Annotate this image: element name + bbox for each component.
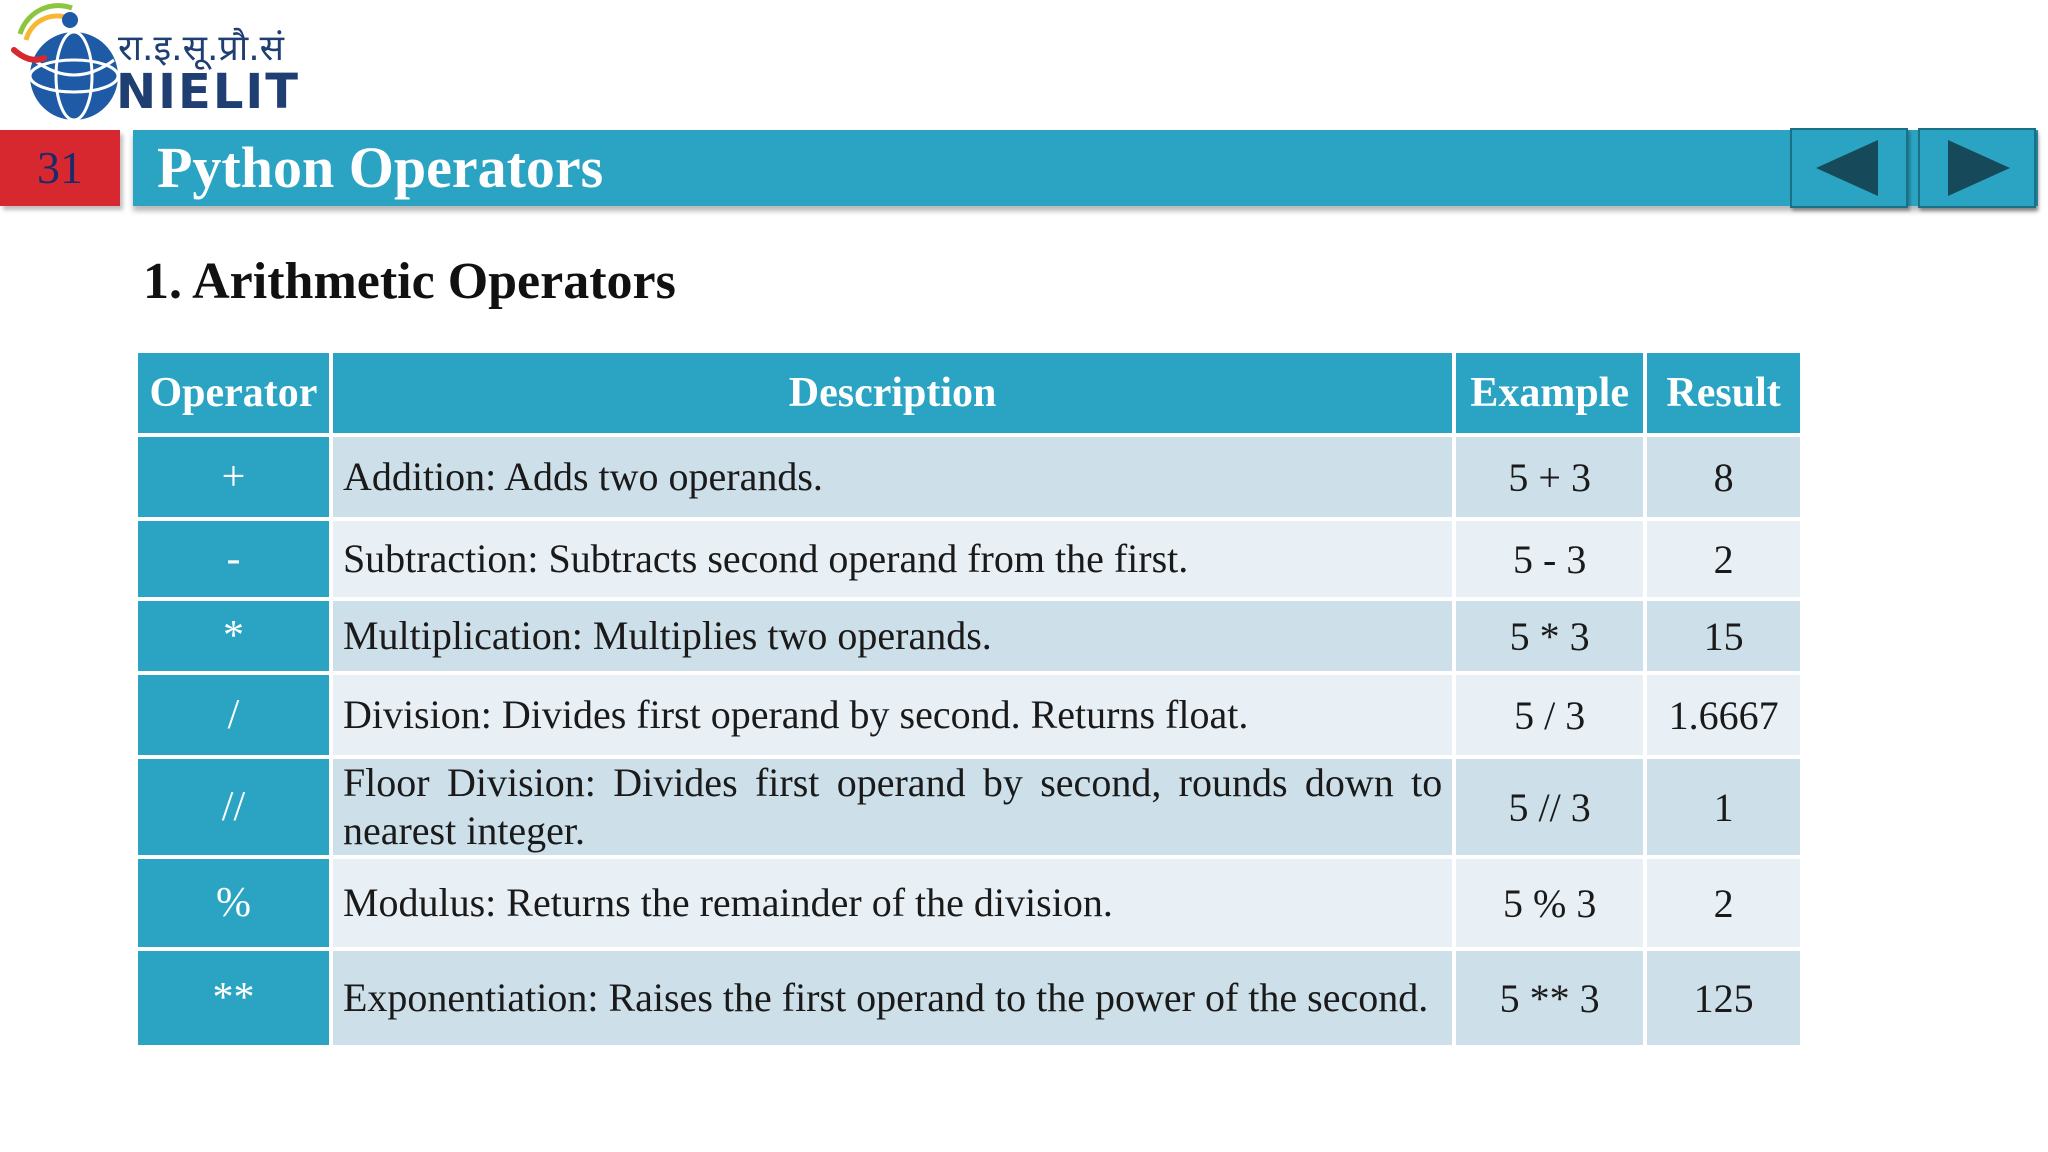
example-cell: 5 - 3	[1456, 521, 1643, 597]
arithmetic-operators-table	[134, 349, 1804, 1049]
header-operator: Operator	[138, 353, 329, 433]
table-header-row	[138, 353, 1800, 433]
table-row	[138, 951, 1800, 1045]
operator-cell: %	[138, 859, 329, 947]
operator-cell: //	[138, 759, 329, 855]
operator-cell: *	[138, 601, 329, 671]
example-cell: 5 / 3	[1456, 675, 1643, 755]
table-row	[138, 521, 1800, 597]
example-cell: 5 % 3	[1456, 859, 1643, 947]
result-cell: 1.6667	[1647, 675, 1800, 755]
slide-title: Python Operators	[157, 135, 604, 200]
header-description: Description	[333, 353, 1452, 433]
result-cell: 125	[1647, 951, 1800, 1045]
description-cell: Exponentiation: Raises the first operand to the power of the second.	[333, 951, 1452, 1045]
operator-cell: **	[138, 951, 329, 1045]
description-cell: Subtraction: Subtracts second operand from the first.	[333, 521, 1452, 597]
result-cell: 2	[1647, 521, 1800, 597]
header-result: Result	[1647, 353, 1800, 433]
result-cell: 1	[1647, 759, 1800, 855]
slide-number: 31	[0, 130, 120, 206]
header-example: Example	[1456, 353, 1643, 433]
description-cell: Division: Divides first operand by second. Returns float.	[333, 675, 1452, 755]
nielit-logo	[10, 0, 300, 122]
table-row	[138, 437, 1800, 517]
result-cell: 8	[1647, 437, 1800, 517]
result-cell: 15	[1647, 601, 1800, 671]
previous-slide-button[interactable]	[1790, 128, 1908, 208]
table-row	[138, 675, 1800, 755]
example-cell: 5 ** 3	[1456, 951, 1643, 1045]
table-row	[138, 859, 1800, 947]
triangle-right-icon	[1920, 130, 2034, 206]
triangle-left-icon	[1792, 130, 1906, 206]
title-bar	[133, 130, 2038, 206]
description-cell: Modulus: Returns the remainder of the division.	[333, 859, 1452, 947]
logo-text: NIELIT	[116, 64, 301, 120]
operator-cell: +	[138, 437, 329, 517]
logo-hindi-text: रा.इ.सू.प्रौ.सं	[118, 28, 284, 69]
table-row	[138, 759, 1800, 855]
table-row	[138, 601, 1800, 671]
operator-cell: /	[138, 675, 329, 755]
section-heading: 1. Arithmetic Operators	[143, 253, 676, 310]
result-cell: 2	[1647, 859, 1800, 947]
nielit-globe-logo-icon	[10, 0, 122, 122]
operator-cell: -	[138, 521, 329, 597]
example-cell: 5 * 3	[1456, 601, 1643, 671]
example-cell: 5 // 3	[1456, 759, 1643, 855]
description-cell: Floor Division: Divides first operand by second, rounds down to nearest integer.	[333, 759, 1452, 855]
example-cell: 5 + 3	[1456, 437, 1643, 517]
description-cell: Multiplication: Multiplies two operands.	[333, 601, 1452, 671]
next-slide-button[interactable]	[1918, 128, 2036, 208]
description-cell: Addition: Adds two operands.	[333, 437, 1452, 517]
